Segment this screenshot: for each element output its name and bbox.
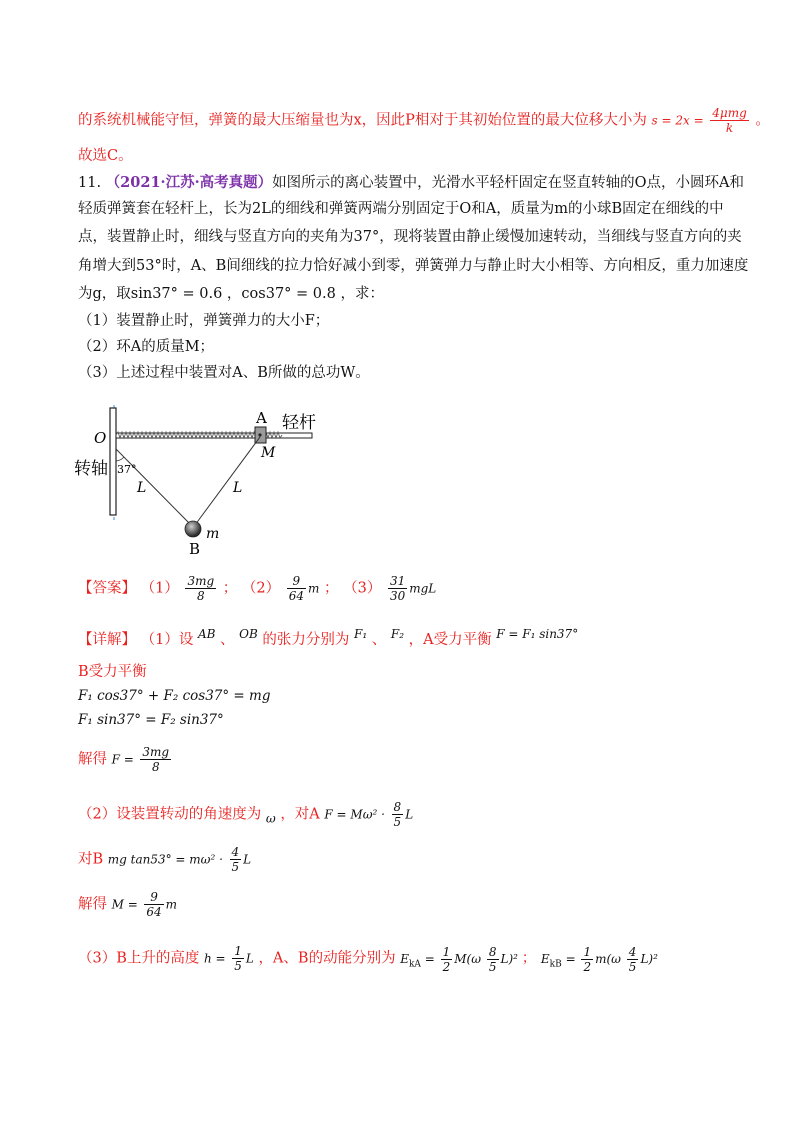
ekb-half-denominator: 2 xyxy=(583,959,592,974)
solve-1-label: 解得 xyxy=(78,751,107,768)
detail-tag: 【详解】 xyxy=(78,631,136,648)
intro-line-2: 故选C。 xyxy=(78,148,133,164)
answer-1-fraction xyxy=(185,574,216,603)
eka-end: L)² xyxy=(500,951,518,966)
solve-2-tail: m xyxy=(165,897,178,912)
symbol-omega: ω xyxy=(265,811,276,826)
problem-source: （2021·江苏·高考真题） xyxy=(105,174,273,191)
intro-formula-fraction xyxy=(710,106,749,135)
detail-5-separator: ； xyxy=(521,950,537,967)
height-denominator: 5 xyxy=(234,959,242,973)
problem-text-1: 如图所示的离心装置中，光滑水平轻杆固定在竖直转轴的O点，小圆环A和 xyxy=(272,175,744,191)
ekb-inner-numerator: 4 xyxy=(628,944,637,959)
intro-formula-lhs: s = 2x = xyxy=(651,113,704,128)
problem-line-2: 轻质弹簧套在轻杆上，长为2L的细线和弹簧两端分别固定于O和A，质量为m的小球B固定在细线的中 xyxy=(78,201,724,217)
eka-subscript: kA xyxy=(408,958,421,969)
solve-1-fraction xyxy=(140,745,171,774)
detail-3-for-a: ，对A xyxy=(280,806,320,823)
solve-2-fraction xyxy=(144,890,163,919)
problem-line-5: 为g，取sin37° = 0.6 ，cos37° = 0.8 ，求： xyxy=(78,286,384,302)
problem-line-4: 角增大到53°时，A、B间细线的拉力恰好减小到零，弹簧弹力与静止时大小相等、方向相反，重力加速度 xyxy=(78,258,749,274)
ekb-equals: = xyxy=(565,951,576,966)
answer-separator-2: ； xyxy=(324,580,339,597)
segment-ob: OB xyxy=(239,627,258,641)
eka-equals: = xyxy=(424,951,435,966)
detail-4-label: 对B xyxy=(78,851,104,868)
problem-line-1 xyxy=(78,173,744,193)
answer-1-numerator: 3mg xyxy=(187,574,215,588)
detail-3-tail: L xyxy=(405,807,414,822)
answer-part-2: （2） xyxy=(241,580,281,597)
eka-half-fraction xyxy=(441,945,453,974)
detail-line-1 xyxy=(78,624,578,650)
string-ob xyxy=(116,449,191,525)
answer-part-1: （1） xyxy=(140,580,179,597)
eka-half-denominator: 2 xyxy=(442,959,451,974)
answer-2-numerator: 9 xyxy=(287,574,306,589)
answer-1-denominator: 8 xyxy=(196,589,205,603)
kinetic-energy-a xyxy=(400,944,522,974)
segment-ab: AB xyxy=(197,627,216,641)
ekb-symbol: E xyxy=(540,951,550,966)
detail-4-numerator: 4 xyxy=(231,845,240,859)
rotating-shaft xyxy=(110,408,116,515)
detail-4-fraction xyxy=(230,845,242,874)
detail-line-3 xyxy=(78,800,413,829)
kinetic-energy-b xyxy=(540,944,658,974)
symbol-f1: F₁ xyxy=(354,627,368,641)
detail-3-numerator: 8 xyxy=(393,800,402,814)
label-l-left: L xyxy=(137,480,147,496)
detail-5-intro: （3）B上升的高度 xyxy=(78,950,200,967)
ball-b xyxy=(185,521,201,537)
intro-fraction-denominator: k xyxy=(725,121,734,135)
ekb-half-numerator: 1 xyxy=(583,944,592,959)
detail-1-middle: 的张力分别为 xyxy=(262,631,350,648)
solve-1-line xyxy=(78,745,173,774)
equation-b-centripetal: mg tan53° = mω² · xyxy=(107,852,223,867)
intro-text: 的系统机械能守恒，弹簧的最大压缩量也为x，因此P相对于其初始位置的最大位移大小为 xyxy=(78,112,647,129)
label-b: B xyxy=(189,540,201,555)
solve-1-denominator: 8 xyxy=(151,760,160,774)
answer-2-fraction xyxy=(287,574,306,603)
solve-2-numerator: 9 xyxy=(144,890,163,905)
ekb-inner-denominator: 5 xyxy=(628,959,637,974)
answer-3-denominator: 30 xyxy=(389,589,406,603)
detail-4-denominator: 5 xyxy=(231,860,240,874)
intro-fraction-numerator: 4μmg xyxy=(712,106,747,120)
height-fraction xyxy=(232,944,244,973)
answer-3-tail: mgL xyxy=(409,581,437,596)
eka-inner-numerator: 8 xyxy=(488,944,497,959)
question-3: （3）上述过程中装置对A、B所做的总功W。 xyxy=(78,365,370,381)
eka-symbol: E xyxy=(400,951,409,966)
solve-1-lhs: F = xyxy=(111,752,134,767)
detail-line-4 xyxy=(78,845,251,874)
ekb-subscript: kB xyxy=(549,958,562,969)
equation-a-centripetal: F = Mω² · xyxy=(324,807,385,822)
solve-2-label: 解得 xyxy=(78,896,107,913)
ring-a-pin xyxy=(258,433,261,436)
label-o: O xyxy=(94,429,107,447)
detail-1-comma: 、 xyxy=(371,631,387,648)
detail-1-balance: ，A受力平衡 xyxy=(408,631,492,648)
angle-arc xyxy=(116,457,124,461)
height-lhs: h = xyxy=(204,951,226,966)
detail-3-fraction xyxy=(392,800,404,829)
solve-2-denominator: 64 xyxy=(146,905,162,919)
solve-2-lhs: M = xyxy=(111,897,138,912)
question-1: （1）装置静止时，弹簧弹力的大小F； xyxy=(78,313,330,329)
height-tail: L xyxy=(245,951,254,966)
detail-1-intro: （1）设 xyxy=(140,631,194,648)
answer-2-denominator: 64 xyxy=(288,589,304,603)
answer-3-fraction xyxy=(388,574,407,603)
answer-separator-1: ； xyxy=(222,580,238,597)
ekb-inner-fraction xyxy=(627,945,639,974)
eka-inner-fraction xyxy=(487,945,499,974)
label-light-rod: 轻杆 xyxy=(282,413,316,433)
solve-2-line xyxy=(78,890,177,919)
ekb-end: L)² xyxy=(640,951,658,966)
ekb-body: m(ω xyxy=(595,951,621,966)
label-rotating-axis: 转轴 xyxy=(74,459,108,479)
answer-line xyxy=(78,574,436,603)
symbol-f2: F₂ xyxy=(390,627,405,641)
equation-f-a: F = F₁ sin37° xyxy=(496,627,579,641)
label-mass-m: m xyxy=(206,526,220,542)
label-angle: 37° xyxy=(117,463,137,476)
answer-tag: 【答案】 xyxy=(78,580,136,597)
answer-3-numerator: 31 xyxy=(389,574,406,588)
centrifuge-diagram xyxy=(70,405,330,555)
string-ab xyxy=(195,437,260,525)
equation-horizontal-balance: F₁ sin37° = F₂ sin37° xyxy=(78,712,224,728)
answer-2-tail: m xyxy=(308,581,320,596)
ekb-half-fraction xyxy=(581,945,593,974)
eka-inner-denominator: 5 xyxy=(488,959,497,974)
eka-half-numerator: 1 xyxy=(442,944,451,959)
equation-vertical-balance: F₁ cos37° + F₂ cos37° = mg xyxy=(78,688,271,704)
detail-line-2: B受力平衡 xyxy=(78,664,147,680)
label-l-right: L xyxy=(233,480,243,496)
detail-4-tail: L xyxy=(243,852,252,867)
intro-line-1 xyxy=(78,106,770,135)
detail-line-5 xyxy=(78,944,658,974)
detail-1-separator: 、 xyxy=(220,631,235,648)
detail-3-denominator: 5 xyxy=(393,815,402,829)
question-2: （2）环A的质量M； xyxy=(78,339,215,355)
eka-body: M(ω xyxy=(454,951,482,966)
height-numerator: 1 xyxy=(234,944,242,958)
answer-part-3: （3） xyxy=(343,580,382,597)
problem-number: 11. xyxy=(78,175,102,191)
solve-1-numerator: 3mg xyxy=(142,745,170,759)
label-m-point: M xyxy=(261,445,276,461)
label-a: A xyxy=(256,409,267,427)
detail-3-intro: （2）设装置转动的角速度为 xyxy=(78,806,262,823)
detail-5-middle: ，A、B的动能分别为 xyxy=(258,950,396,967)
problem-line-3: 点，装置静止时，细线与竖直方向的夹角为37°，现将装置由静止缓慢加速转动，当细线与竖直方向的夹 xyxy=(78,229,742,245)
intro-end: 。 xyxy=(755,112,770,129)
